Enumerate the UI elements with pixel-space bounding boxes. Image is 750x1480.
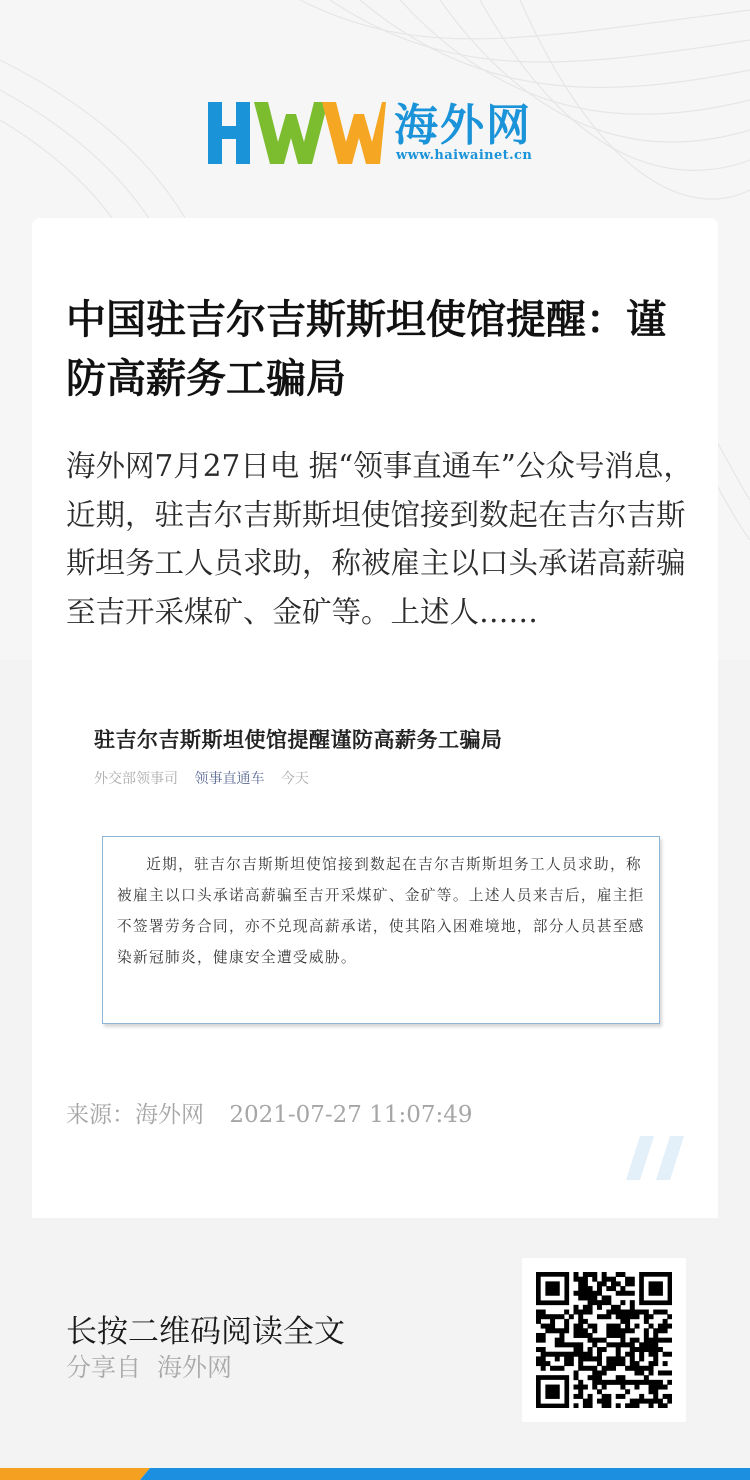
qr-read-prompt: 长按二维码阅读全文 <box>66 1314 345 1350</box>
quote-box <box>102 836 660 1024</box>
share-from <box>66 1348 240 1384</box>
publish-datetime: 2021-07-27 11:07:49 <box>229 1102 473 1128</box>
share-source: 海外网 <box>156 1353 232 1382</box>
quote-text: 近期，驻吉尔吉斯斯坦使馆接到数起在吉尔吉斯斯坦务工人员求助，称被雇主以口头承诺高薪骗至吉开采煤矿、金矿等。上述人员来吉后，雇主拒不签署劳务合同，亦不兑现高薪承诺，使其陷入困难境地，部分人员甚至感染新冠肺炎，健康安全遭受威胁。 <box>117 856 645 966</box>
article-screenshot <box>90 718 670 1038</box>
meta-date: 今天 <box>280 771 309 787</box>
haiwainet-logo <box>208 100 548 168</box>
embedded-article-meta <box>94 768 321 788</box>
meta-account: 领事直通车 <box>194 771 265 787</box>
qr-code[interactable] <box>522 1258 686 1422</box>
share-prefix: 分享自 <box>66 1353 142 1382</box>
article-title: 中国驻吉尔吉斯斯坦使馆提醒：谨防高薪务工骗局 <box>66 296 666 402</box>
article-card <box>32 218 718 1218</box>
logo-chinese-name: 海外网 <box>394 100 532 151</box>
source-label: 来源：海外网 <box>66 1102 204 1128</box>
hww-logo-icon <box>208 102 386 164</box>
logo-url: www.haiwainet.cn <box>396 148 533 163</box>
article-summary: 海外网7月27日电 据“领事直通车”公众号消息，近期，驻吉尔吉斯斯坦使馆接到数起在吉尔吉斯斯坦务工人员求助，称被雇主以口头承诺高薪骗至吉开采煤矿、金矿等。上述人…… <box>66 449 693 629</box>
qr-code-icon <box>536 1272 672 1408</box>
meta-org: 外交部领事司 <box>94 771 178 787</box>
article-source <box>66 1096 491 1129</box>
embedded-article-title: 驻吉尔吉斯斯坦使馆提醒谨防高薪务工骗局 <box>94 728 503 752</box>
slash-decoration-icon <box>626 1136 688 1180</box>
footer <box>0 1218 750 1468</box>
bottom-accent-bar <box>0 1468 750 1480</box>
